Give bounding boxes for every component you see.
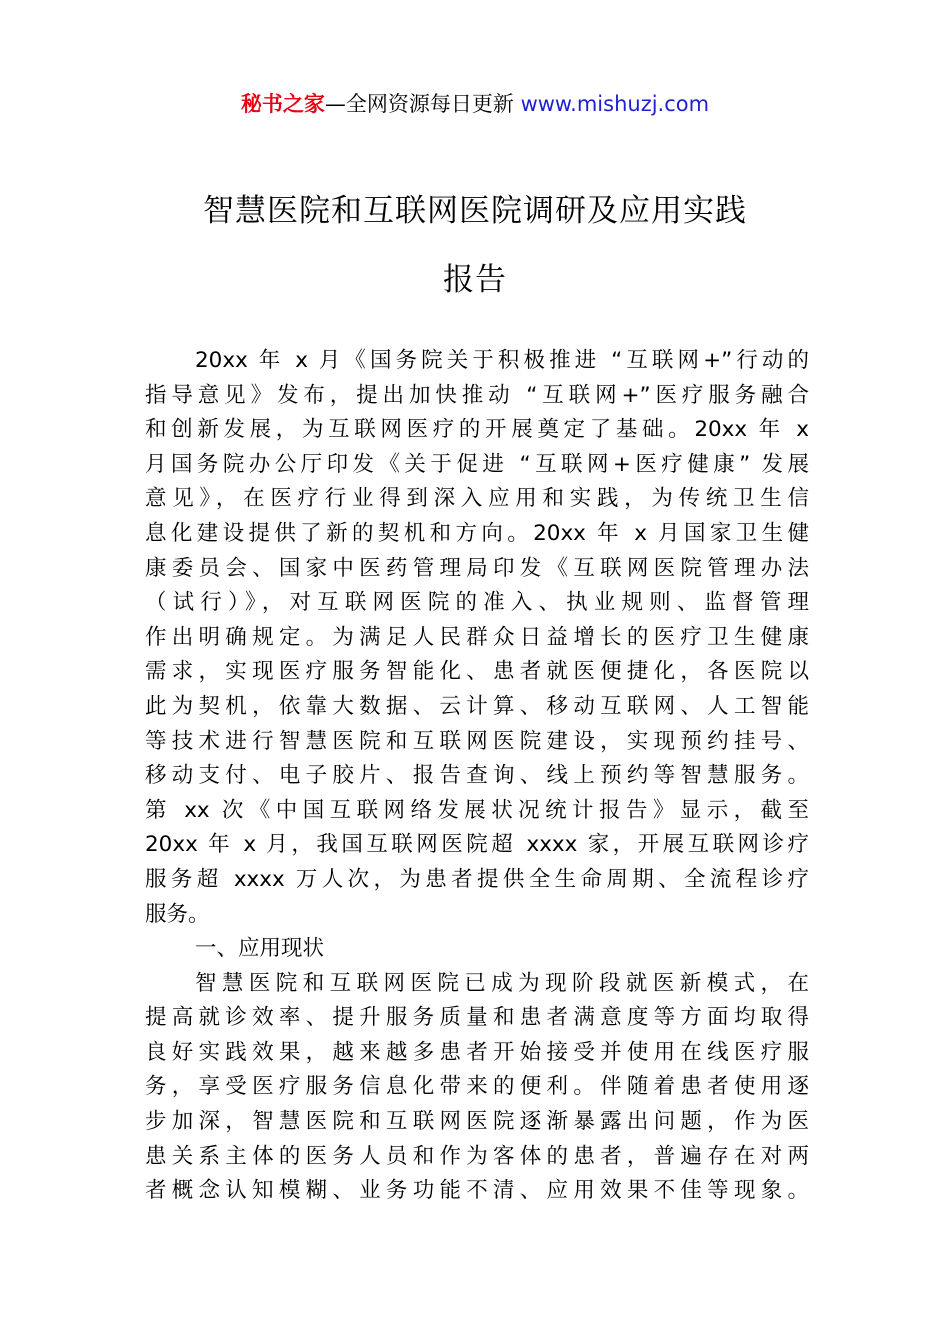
site-url-link[interactable]: www.mishuzj.com [520,92,710,116]
paragraph-1-line: 服务超 xxxx 万人次，为患者提供全生命周期、全流程诊疗 [145,866,809,892]
paragraph-2-line: 智慧医院和互联网医院已成为现阶段就医新模式，在 [195,970,809,996]
paragraph-1-line: 息化建设提供了新的契机和方向。20xx 年 x 月国家卫生健 [145,520,809,546]
paragraph-2-line: 良好实践效果，越来越多患者开始接受并使用在线医疗服 [145,1039,809,1065]
paragraph-1-line: 此为契机，依靠大数据、云计算、移动互联网、人工智能 [145,693,809,719]
paragraph-2-line: 提高就诊效率、提升服务质量和患者满意度等方面均取得 [145,1005,809,1031]
paragraph-2-line: 患关系主体的医务人员和作为客体的患者，普遍存在对两 [145,1143,809,1169]
document-title-line-2: 报告 [443,262,507,298]
paragraph-1-line: 等技术进行智慧医院和互联网医院建设，实现预约挂号、 [145,728,809,754]
document-title-line-1: 智慧医院和互联网医院调研及应用实践 [203,193,747,229]
site-tagline: —全网资源每日更新 [324,92,521,116]
paragraph-1-line: 作出明确规定。为满足人民群众日益增长的医疗卫生健康 [145,624,809,650]
site-header [0,86,950,122]
paragraph-2-line: 者概念认知模糊、业务功能不清、应用效果不佳等现象。 [145,1178,809,1204]
paragraph-1-line: 康委员会、国家中医药管理局印发《互联网医院管理办法 [145,555,809,581]
paragraph-1-line: （试行）》，对互联网医院的准入、执业规则、监督管理 [145,590,809,616]
paragraph-2-line: 务，享受医疗服务信息化带来的便利。伴随着患者使用逐 [145,1074,809,1100]
paragraph-1-line: 第 xx 次《中国互联网络发展状况统计报告》显示，截至 [145,797,809,823]
paragraph-1-line: 移动支付、电子胶片、报告查询、线上预约等智慧服务。 [145,763,809,789]
paragraph-1-line: 月国务院办公厅印发《关于促进 “互联网+医疗健康” 发展 [145,451,809,477]
paragraph-1-line: 20xx 年 x 月，我国互联网医院超 xxxx 家，开展互联网诊疗 [145,832,809,858]
paragraph-1-line: 指导意见》发布，提出加快推动 “互联网+”医疗服务融合 [145,382,809,408]
paragraph-2-line: 步加深，智慧医院和互联网医院逐渐暴露出问题，作为医 [145,1109,809,1135]
document-body [145,344,809,1209]
section-heading: 一、应用现状 [195,936,325,962]
paragraph-1-line: 和创新发展，为互联网医疗的开展奠定了基础。20xx 年 x [145,417,809,443]
paragraph-1-line: 意见》，在医疗行业得到深入应用和实践，为传统卫生信 [145,486,809,512]
paragraph-1-line: 服务。 [145,901,210,927]
site-name: 秘书之家 [240,92,325,116]
paragraph-1-line: 需求，实现医疗服务智能化、患者就医便捷化，各医院以 [145,659,809,685]
paragraph-1-line: 20xx 年 x 月《国务院关于积极推进 “互联网+”行动的 [195,348,809,373]
